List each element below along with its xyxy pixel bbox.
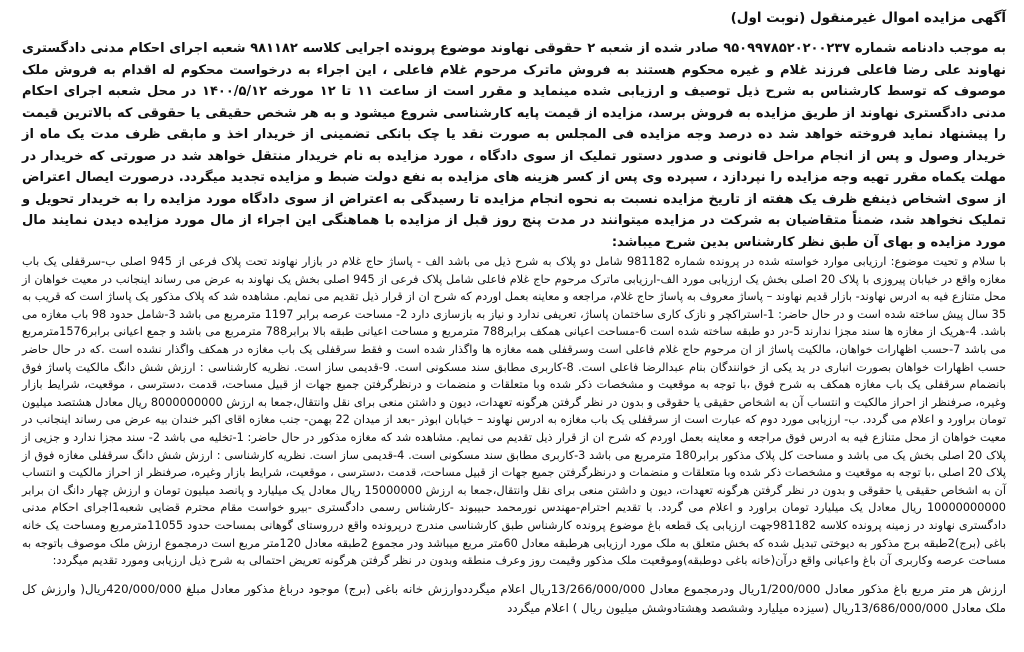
- notice-intro-paragraph: به موجب دادنامه شماره ۹۵۰۹۹۷۸۵۲۰۲۰۰۲۳۷ صادر شده از شعبه ۲ حقوقی نهاوند موضوع پرونده اجرایی کلاسه ۹۸۱۱۸۲ شعبه اجرای احکام مدنی دادگستری نهاوند علی رضا فاعلی فرزند غلام و غیره محکوم هستند به فروش ماترک مرحوم غلام فاعلی ، این اجراء به درخواست محکوم له اقدام به فروش ملک موصوف که توسط کارشناس به شرح ذیل توصیف و ارزیابی شده مینماید و مقرر است از ساعت ۱۱ تا ۱۲ مورخه ۱۴۰۰/۵/۱۲ در محل شعبه اجرای احکام مدنی دادگستری نهاوند از طریق مزایده به فروش برسد، مزایده از قیمت پایه کارشناسی شروع میشود و به هر شخص حقیقی یا حقوقی که بالاترین قیمت را پیشنهاد نماید فروخته خواهد شد ده درصد وجه مزایده فی المجلس به صورت نقد یا چک بانکی تضمینی از خریدار اخذ و مابقی ظرف مدت یک ماه از خریدار وصول و پس از انجام مراحل قانونی و صدور دستور تملیک از سوی دادگاه ، مورد مزایده به نام خریدار منتقل خواهد شد در صورتی که خریدار در مهلت یکماه مقرر تهیه وجه مزایده را نپردازد ، سپرده وی پس از کسر هزینه های مزایده به نفع دولت ضبط و مزایده تجدید میگردد. درصورت ایصال اعتراض از سوی اشخاص ذینفع ظرف یک هفته از تاریخ مزایده نسبت به نحوه انجام مزایده تا رسیدگی به اعتراض از سوی دادگاه مورد مزایده را به خریدار تحویل و تملیک نخواهد شد، ضمناً متقاضیان به شرکت در مزایده میتوانند در مدت پنج روز قبل از مزایده با هماهنگی این اجراء از مال مورد مزایده دیدن نمایند مال مورد مزایده و بهای آن طبق نظر کارشناس بدین شرح میباشد:: [22, 41, 1007, 250]
- valuation-summary-paragraph: ارزش هر متر مربع باغ مذکور معادل 1/200/000ریال ودرمجموع معادل 13/266/000/000ریال اعلام میگرددوارزش خانه باغی (برج) موجود درباغ مذکور معادل مبلغ 420/000/000ریال( وارزش کل ملک معادل 13/686/000/000ریال (سیزده میلیارد وششصد وهشتادوشش میلیون ریال ) اعلام میگردد: [22, 581, 1006, 615]
- expert-valuation-paragraph: با سلام و تحیت موضوع: ارزیابی موارد خواسته شده در پرونده شماره 981182 شامل دو پلاک به شرح ذیل می باشد الف - پاساژ حاج غلام در بازار نهاوند تحت پلاک فرعی از 945 اصلی ب-سرقفلی یک باب مغازه واقع در خیابان پیروزی با پلاک 20 اصلی بخش یک ارزیابی مورد الف-ارزیابی ماترک مرحوم حاج غلام فاعلی شامل پلاک فرعی از 945 اصلی بخش یک نهاوند به عرض می رساند اینجانب در معیت خواهان از محل متنازع فیه به ادرس نهاوند- بازار قدیم نهاوند – پاساژ معروف به پاساژ حاج غلام، مراجعه و معاینه بعمل اوردم که شرح ان از قرار ذیل تقدیم می نمایم. مشاهده شد که پلاک مذکور یک پاساژ است که قریب به 35 سال پیش ساخته شده است و در حال حاضر: 1-استراکچر و نازک کاری ساختمان پاساژ، تعریفی ندارد و نیاز به بازسازی دارد 2- مساحت عرصه برابر 1197 مترمربع می باشد 3-شامل حدود 98 باب مغازه می باشد. 4-هریک از مغازه ها سند مجزا ندارند 5-در دو طبقه ساخته شده است 6-مساحت اعیانی همکف برابر788 مترمربع و مساحت اعیانی طبقه بالا برابر788 مترمربع می باشد و جمع اعیانی برابر1576مترمربع می باشد 7-حسب اظهارات خواهان، مالکیت پاساژ از ان مرحوم حاج غلام فاعلی است وسرقفلی همه مغازه ها واگذار شده است و فقط سرقفلی یک باب مغازه در همکف واگذار نشده است .که در حال حاضر حسب اظهارات خواهان بصورت انباری در ید یکی از خوانندگان بنام عبدالرضا فاعلی است. 8-کاربری مطابق سند مسکونی است. 9-قدیمی ساز است. نظریه کارشناسی : ارزش شش دانگ مالکیت پاساژ فوق بانضمام سرقفلی یک باب مغازه همکف به شرح فوق ،با توجه به موقعیت و مشخصات ذکر شده وبا متعلقات و منضمات و درنظرگرفتن جمیع جهات از قبیل مساحت، قدمت ،دسترسی ، موقعیت، شرایط بازار وغیره، صرفنظر از احراز مالکیت و انتساب آن به اشخاص حقیقی یا حقوقی و بدون در نظر گرفتن هرگونه تعهدات، دیون و داشتن منعی برای نقل وانتقال،جمعا به ارزش 8000000000 ریال معادل هشتصد میلیون تومان براورد و اعلام می گردد. ب- ارزیابی مورد دوم که عبارت است از سرقفلی یک باب مغازه به ادرس نهاوند – خیابان ابوذر -بعد از میدان 22 بهمن- جنب مغازه اقای اکبر خندان بیه عرض می رساند اینجانب در معیت خواهان از محل متنازع فیه به ادرس فوق مراجعه و معاینه بعمل اوردم که شرح ان از قرار ذیل تقدیم می نمایم. مشاهده شد که مغازه مذکور در حال حاضر: 1-تخلیه می باشد 2- سند مجزا ندارد و جزیی از پلاک 20 اصلی بخش یک می باشد و مساحت کل پلاک مذکور برابر180 مترمربع می باشد 3-کاربری مطابق سند مسکونی است. 4-قدیمی ساز است. نظریه کارشناسی : ارزش شش دانگ سرقفلی مغازه فوق از پلاک 20 اصلی ،با توجه به موقعیت و مشخصات ذکر شده وبا متعلقات و منضمات و درنظرگرفتن جمیع جهات از قبیل مساحت، قدمت ،دسترسی ، موقعیت، شرایط بازار وغیره، صرفنظر از احراز مالکیت و انتساب آن به اشخاص حقیقی یا حقوقی و بدون در نظر گرفتن هرگونه تعهدات، دیون و داشتن منعی برای نقل وانتقال،جمعا به ارزش 15000000 ریال معادل یک میلیارد و پانصد میلیون تومان و ارزش چهار دانگ ان برابر 10000000000 ریال معادل یک میلیارد تومان براورد و اعلام می گردد. با تقدیم احترام-مهندس نورمحمد حبیبوند -کارشناس رسمی دادگستری -بیرو خواست مقام محترم قضایی شعبه1اجرای احکام مدنی دادگستری نهاوند در زمینه پرونده کلاسه 981182جهت ارزیابی یک قطعه باغ موضوع پرونده کارشناس طبق کارشناسی مندرج درپرونده واقع درروستای گوهانی بمساحت حدود 11055مترمربع ومساحت یک خانه باغی (برج)2طبقه برج مذکور به دیوختی تبدیل شده که بخش متعلق به ملک مورد ارزیابی هرطبقه معادل 60متر مربع میباشد ودر مجموع 2طبقه معادل 120متر مربع است درمجموع ارزش ملک موصوف باتوجه به مساحت عرصه وکاربری آن باغ واعیانی واقع درآن(خانه باغی دوطبقه)وموقعیت ملک مذکور وقیمت روز وعرف منطقه وبدون در نظر گرفتن هرگونه تعریض احتمالی به شرح ذیل ارزیابی ومورد تقدیم میگردد:: [22, 255, 1007, 568]
- notice-title: آگهی مزایده اموال غیرمنقول (نوبت اول): [730, 10, 1006, 26]
